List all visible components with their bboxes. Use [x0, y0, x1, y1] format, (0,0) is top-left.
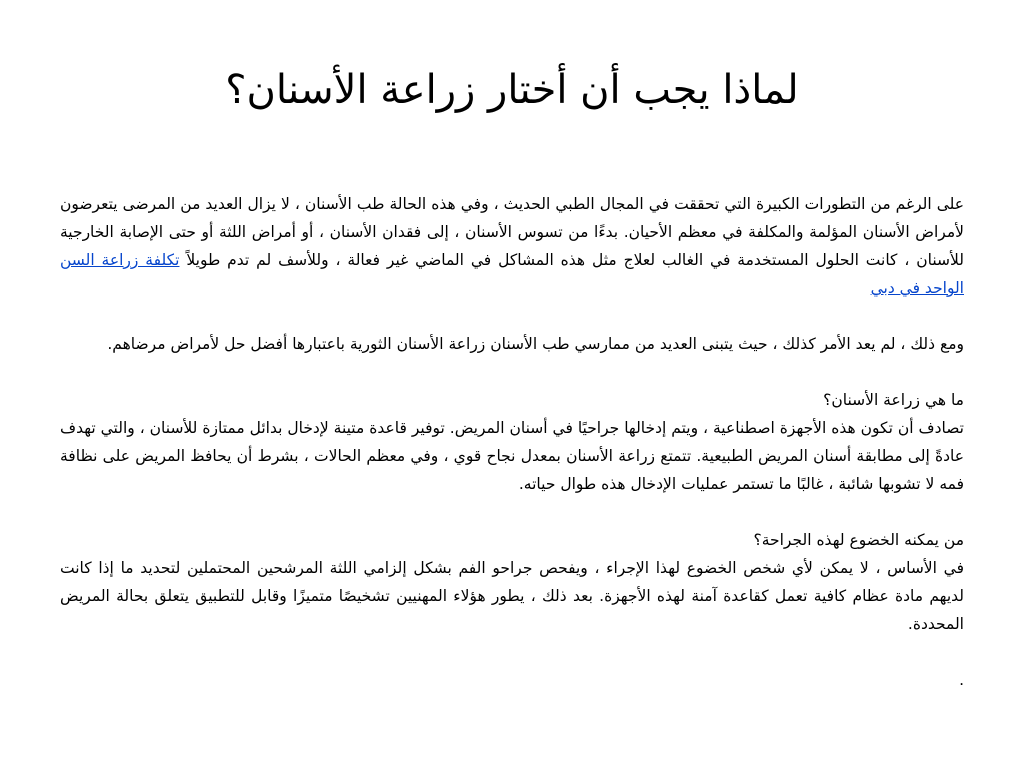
spacer — [60, 358, 964, 386]
section-body-who-can: في الأساس ، لا يمكن لأي شخص الخضوع لهذا الإجراء ، ويفحص جراحو الفم بشكل إلزامي اللثة المرشحين المحتملين لتحديد ما إذا كانت لديهم مادة عظام كافية تعمل كقاعدة آمنة لهذه الأجهزة. بعد ذلك ، يطور هؤلاء المهنيين تشخيصًا متميزًا وقابل للتطبيق يتعلق بحالة المريض المحددة. — [60, 559, 964, 633]
trailing-dot: . — [959, 671, 964, 689]
spacer — [60, 302, 964, 330]
section-body-what-is: تصادف أن تكون هذه الأجهزة اصطناعية ، ويتم إدخالها جراحيًا في أسنان المريض. توفير قاعدة متينة لإدخال بدائل ممتازة للأسنان ، والتي تهدف عادةً إلى مطابقة أسنان المريض الطبيعية. تتمتع زراعة الأسنان بمعدل نجاح قوي ، وفي معظم الحالات ، بشرط أن يحافظ المريض على نظافة فمه لا تشوبها شائبة ، غالبًا ما تستمر عمليات الإدخال هذه طوال حياته. — [60, 419, 964, 493]
cost-link[interactable]: تكلفة زراعة السن الواحد في دبي — [60, 251, 964, 297]
second-paragraph: ومع ذلك ، لم يعد الأمر كذلك ، حيث يتبنى العديد من ممارسي طب الأسنان زراعة الأسنان الثورية باعتبارها أفضل حل لأمراض مرضاهم. — [107, 335, 964, 353]
section-heading-who-can: من يمكنه الخضوع لهذه الجراحة؟ — [753, 531, 964, 549]
section-heading-what-is: ما هي زراعة الأسنان؟ — [823, 391, 964, 409]
intro-paragraph — [60, 190, 964, 302]
slide-body — [60, 190, 964, 694]
intro-text: على الرغم من التطورات الكبيرة التي تحققت في المجال الطبي الحديث ، وفي هذه الحالة طب الأسنان ، لا يزال العديد من المرضى يتعرضون لأمراض الأسنان المؤلمة والمكلفة في معظم الأحيان. بدءًا من تسوس الأسنان ، إلى فقدان الأسنان ، أو أمراض اللثة أو حتى الإصابة الخارجية للأسنان ، كانت الحلول المستخدمة في الغالب لعلاج مثل هذه المشاكل في الماضي غير فعالة ، وللأسف لم تدم طويلاً — [60, 195, 964, 269]
slide-title: لماذا يجب أن أختار زراعة الأسنان؟ — [225, 67, 799, 113]
spacer — [60, 638, 964, 666]
spacer — [60, 498, 964, 526]
